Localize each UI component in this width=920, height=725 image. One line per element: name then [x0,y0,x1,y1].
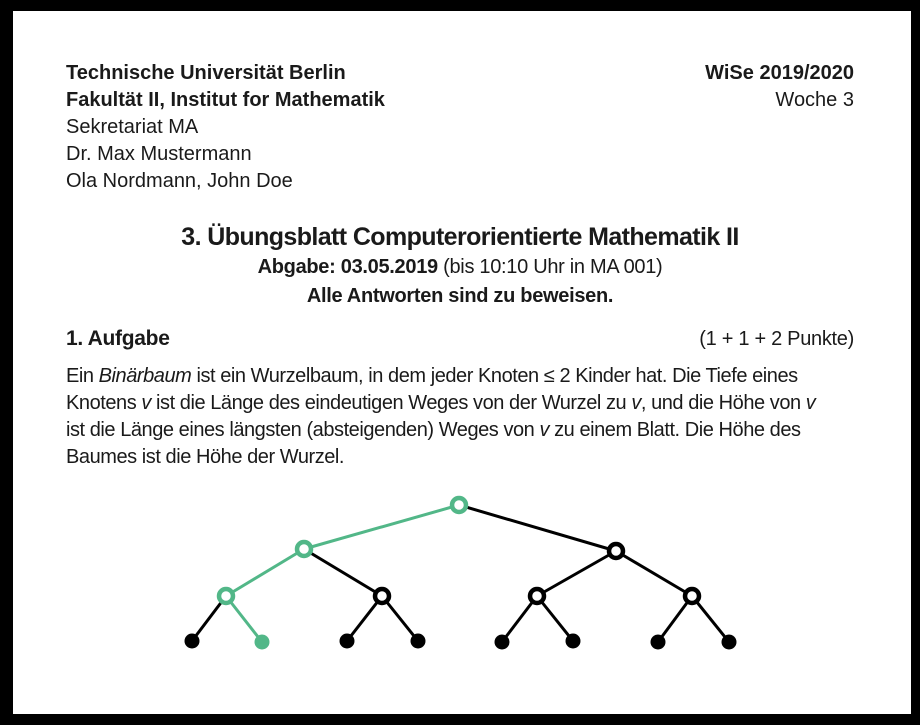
sheet-content [66,60,854,471]
week-label: Woche 3 [775,89,854,111]
text-segment: ist ein Wurzelbaum, in dem jeder Knoten ≤ 2 Kinder hat. Die Tiefe eines [191,365,798,387]
task-description [66,363,854,471]
tree-node-root [452,498,466,512]
header-address-block [66,60,385,195]
text-segment: Ein [66,365,99,387]
task-description-line [66,417,854,444]
due-details: (bis 10:10 Uhr in MA 001) [437,256,663,278]
faculty-name: Fakultät II, Institut for Mathematik [66,89,385,111]
text-segment: zu einem Blatt. Die Höhe des [549,419,801,441]
text-segment: Baumes ist die Höhe der Wurzel. [66,446,345,468]
italic-term: Binärbaum [98,365,192,387]
tree-node-n22 [530,589,544,603]
text-segment: , und die Höhe von [640,392,806,414]
tree-node-n21 [375,589,389,603]
header-semester-block [705,60,854,114]
text-segment: Knotens [66,392,142,414]
due-line [66,253,854,281]
tree-node-n10 [297,542,311,556]
task-description-line [66,390,854,417]
task-header-row [66,324,854,354]
tree-node-l7 [722,635,737,650]
tree-edge-n10-n20 [226,549,304,596]
tree-node-n11 [609,544,623,558]
tree-edge-n10-n21 [304,549,382,596]
text-segment: ist die Länge des eindeutigen Weges von der Wurzel zu [150,392,632,414]
sheet-title: 3. Übungsblatt Computerorientierte Mathematik II [181,223,739,251]
semester-label: WiSe 2019/2020 [705,62,854,84]
italic-term: v [141,392,151,414]
task-points: (1 + 1 + 2 Punkte) [699,328,854,350]
tree-node-n23 [685,589,699,603]
tree-edge-n11-n22 [537,551,616,596]
tree-node-l5 [566,634,581,649]
tree-node-n20 [219,589,233,603]
assistant-names: Ola Nordmann, John Doe [66,170,293,192]
italic-term: v [805,392,816,414]
tree-node-l4 [495,635,510,650]
binary-tree-figure [150,480,770,685]
task-description-line [66,363,854,390]
instruction-note: Alle Antworten sind zu beweisen. [306,285,614,307]
italic-term: v [631,392,641,414]
tree-edge-n11-n23 [616,551,692,596]
header [66,60,854,195]
tree-node-l0 [185,634,200,649]
tree-edge-root-n10 [304,505,459,549]
task-number-heading: 1. Aufgabe [66,327,170,350]
university-name: Technische Universität Berlin [66,62,346,84]
task-description-line [66,444,854,471]
tree-edge-root-n11 [459,505,616,551]
italic-term: v [539,419,550,441]
tree-node-l6 [651,635,666,650]
secretariat-label: Sekretariat MA [66,116,199,138]
tree-node-l1 [255,635,270,650]
due-date: Abgabe: 03.05.2019 [257,256,438,278]
text-segment: ist die Länge eines längsten (absteigenden) Weges von [66,419,540,441]
tree-node-l2 [340,634,355,649]
tree-node-l3 [411,634,426,649]
lecturer-name: Dr. Max Mustermann [66,143,252,165]
